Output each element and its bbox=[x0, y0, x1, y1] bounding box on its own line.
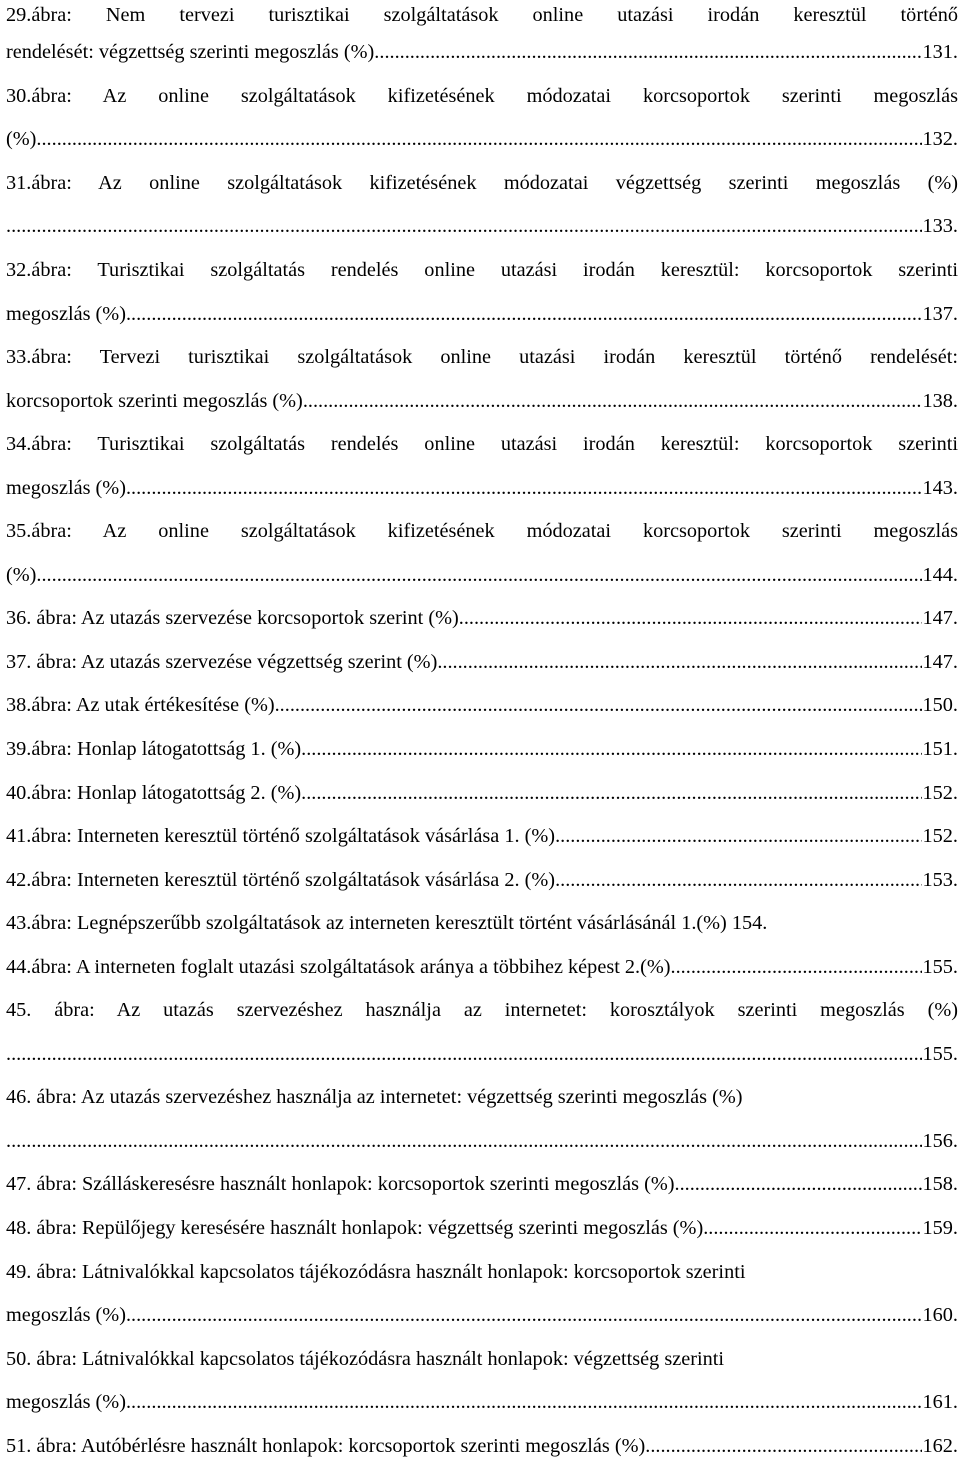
toc-line[interactable] bbox=[6, 554, 958, 598]
toc-line-text: 29.ábra: Nem tervezi turisztikai szolgáltatások online utazási irodán keresztül történő bbox=[6, 4, 958, 27]
toc-line[interactable] bbox=[6, 1207, 958, 1251]
toc-line[interactable] bbox=[6, 162, 958, 206]
toc-line-text: 30.ábra: Az online szolgáltatások kifizetésének módozatai korcsoportok szerinti megoszlás bbox=[6, 85, 958, 108]
dot-leader bbox=[126, 303, 922, 326]
page-number: 152. bbox=[922, 825, 959, 848]
toc-line[interactable] bbox=[6, 1120, 958, 1164]
toc-line[interactable] bbox=[6, 379, 958, 423]
toc-line[interactable] bbox=[6, 249, 958, 293]
toc-line-text: 44.ábra: A interneten foglalt utazási szolgáltatások aránya a többihez képest 2.(%) bbox=[6, 956, 671, 979]
dot-leader bbox=[6, 215, 922, 238]
dot-leader bbox=[703, 1217, 921, 1240]
toc-line[interactable] bbox=[6, 118, 958, 162]
dot-leader bbox=[374, 41, 921, 64]
dot-leader bbox=[555, 825, 921, 848]
toc-line-text: 36. ábra: Az utazás szervezése korcsoportok szerint (%) bbox=[6, 607, 459, 630]
dot-leader bbox=[301, 738, 921, 761]
toc-line[interactable] bbox=[6, 205, 958, 249]
toc-line-text: megoszlás (%) bbox=[6, 1304, 126, 1327]
page-number: 160. bbox=[922, 1304, 959, 1327]
page-number: 131. bbox=[922, 41, 959, 64]
toc-line-text: 42.ábra: Interneten keresztül történő szolgáltatások vásárlása 2. (%) bbox=[6, 869, 555, 892]
page-number: 138. bbox=[922, 390, 959, 413]
toc-line-text: korcsoportok szerinti megoszlás (%) bbox=[6, 390, 303, 413]
toc-line[interactable] bbox=[6, 75, 958, 119]
toc-line-text: 47. ábra: Szálláskeresésre használt honlapok: korcsoportok szerinti megoszlás (%) bbox=[6, 1173, 675, 1196]
toc-line[interactable] bbox=[6, 0, 958, 31]
dot-leader bbox=[675, 1173, 922, 1196]
toc-line[interactable] bbox=[6, 1381, 958, 1425]
page-number: 155. bbox=[922, 956, 959, 979]
toc-line[interactable] bbox=[6, 1033, 958, 1077]
dot-leader bbox=[555, 869, 921, 892]
toc-line-text: 48. ábra: Repülőjegy keresésére használt honlapok: végzettség szerinti megoszlás (%) bbox=[6, 1217, 703, 1240]
dot-leader bbox=[126, 1391, 922, 1414]
toc-line[interactable] bbox=[6, 466, 958, 510]
toc-line-text: megoszlás (%) bbox=[6, 1391, 126, 1414]
page-number: 143. bbox=[922, 477, 959, 500]
toc-line-text: (%) bbox=[6, 564, 36, 587]
toc-line-text: 40.ábra: Honlap látogatottság 2. (%) bbox=[6, 782, 301, 805]
page-number: 156. bbox=[922, 1130, 959, 1153]
toc-line[interactable] bbox=[6, 858, 958, 902]
toc-line[interactable] bbox=[6, 684, 958, 728]
toc-line[interactable] bbox=[6, 1294, 958, 1338]
dot-leader bbox=[301, 782, 921, 805]
toc-line[interactable] bbox=[6, 1076, 958, 1120]
toc-line[interactable] bbox=[6, 1337, 958, 1381]
dot-leader bbox=[126, 477, 922, 500]
dot-leader bbox=[275, 694, 922, 717]
toc-line[interactable] bbox=[6, 728, 958, 772]
dot-leader bbox=[437, 651, 921, 674]
page-number: 158. bbox=[922, 1173, 959, 1196]
page-number: 147. bbox=[922, 651, 959, 674]
page-number: 137. bbox=[922, 303, 959, 326]
toc-line-text: megoszlás (%) bbox=[6, 477, 126, 500]
toc-line-text: 49. ábra: Látnivalókkal kapcsolatos tájékozódásra használt honlapok: korcsoportok szerinti bbox=[6, 1261, 745, 1284]
toc-line[interactable] bbox=[6, 902, 958, 946]
figure-list bbox=[6, 0, 958, 1468]
dot-leader bbox=[459, 607, 922, 630]
page-number: 151. bbox=[922, 738, 959, 761]
toc-line-text: 39.ábra: Honlap látogatottság 1. (%) bbox=[6, 738, 301, 761]
toc-line-text: 51. ábra: Autóbérlésre használt honlapok: korcsoportok szerinti megoszlás (%) bbox=[6, 1435, 645, 1458]
page-number: 132. bbox=[922, 128, 959, 151]
page-number: 152. bbox=[922, 782, 959, 805]
page-number: 161. bbox=[922, 1391, 959, 1414]
dot-leader bbox=[303, 390, 922, 413]
toc-line[interactable] bbox=[6, 1250, 958, 1294]
toc-line[interactable] bbox=[6, 423, 958, 467]
toc-line-text: 38.ábra: Az utak értékesítése (%) bbox=[6, 694, 275, 717]
toc-line-text: (%) bbox=[6, 128, 36, 151]
toc-line-text: megoszlás (%) bbox=[6, 303, 126, 326]
toc-line[interactable] bbox=[6, 1425, 958, 1468]
toc-line-text: 31.ábra: Az online szolgáltatások kifizetésének módozatai végzettség szerinti megoszlás (%) bbox=[6, 172, 958, 195]
dot-leader bbox=[6, 1043, 922, 1066]
toc-line-text: 43.ábra: Legnépszerűbb szolgáltatások az interneten keresztült történt vásárlásánál 1.(%) 154. bbox=[6, 912, 767, 935]
toc-line[interactable] bbox=[6, 815, 958, 859]
dot-leader bbox=[126, 1304, 922, 1327]
dot-leader bbox=[671, 956, 922, 979]
toc-line[interactable] bbox=[6, 641, 958, 685]
dot-leader bbox=[645, 1435, 921, 1458]
dot-leader bbox=[6, 1130, 922, 1153]
toc-line[interactable] bbox=[6, 1163, 958, 1207]
toc-line[interactable] bbox=[6, 771, 958, 815]
page-number: 147. bbox=[922, 607, 959, 630]
page-number: 159. bbox=[922, 1217, 959, 1240]
page-number: 153. bbox=[922, 869, 959, 892]
page-number: 144. bbox=[922, 564, 959, 587]
toc-line[interactable] bbox=[6, 510, 958, 554]
toc-line-text: 33.ábra: Tervezi turisztikai szolgáltatások online utazási irodán keresztül történő rendelését: bbox=[6, 346, 958, 369]
page-number: 133. bbox=[922, 215, 959, 238]
toc-line[interactable] bbox=[6, 31, 958, 75]
toc-line-text: 45. ábra: Az utazás szervezéshez használja az internetet: korosztályok szerinti megoszlás (%) bbox=[6, 999, 958, 1022]
dot-leader bbox=[36, 564, 921, 587]
toc-line[interactable] bbox=[6, 336, 958, 380]
toc-line-text: 34.ábra: Turisztikai szolgáltatás rendelés online utazási irodán keresztül: korcsoportok szerinti bbox=[6, 433, 958, 456]
page-number: 150. bbox=[922, 694, 959, 717]
toc-line[interactable] bbox=[6, 597, 958, 641]
toc-line[interactable] bbox=[6, 945, 958, 989]
toc-line[interactable] bbox=[6, 989, 958, 1033]
toc-line-text: 35.ábra: Az online szolgáltatások kifizetésének módozatai korcsoportok szerinti megoszlás bbox=[6, 520, 958, 543]
toc-line-text: 32.ábra: Turisztikai szolgáltatás rendelés online utazási irodán keresztül: korcsoportok szerinti bbox=[6, 259, 958, 282]
page-number: 155. bbox=[922, 1043, 959, 1066]
dot-leader bbox=[36, 128, 921, 151]
toc-line-text: 46. ábra: Az utazás szervezéshez használja az internetet: végzettség szerinti megoszlás (%) bbox=[6, 1086, 743, 1109]
toc-line-text: 41.ábra: Interneten keresztül történő szolgáltatások vásárlása 1. (%) bbox=[6, 825, 555, 848]
toc-line[interactable] bbox=[6, 292, 958, 336]
toc-line-text: rendelését: végzettség szerinti megoszlás (%) bbox=[6, 41, 374, 64]
toc-line-text: 37. ábra: Az utazás szervezése végzettség szerint (%) bbox=[6, 651, 437, 674]
toc-line-text: 50. ábra: Látnivalókkal kapcsolatos tájékozódásra használt honlapok: végzettség szerinti bbox=[6, 1348, 724, 1371]
page-number: 162. bbox=[922, 1435, 959, 1458]
